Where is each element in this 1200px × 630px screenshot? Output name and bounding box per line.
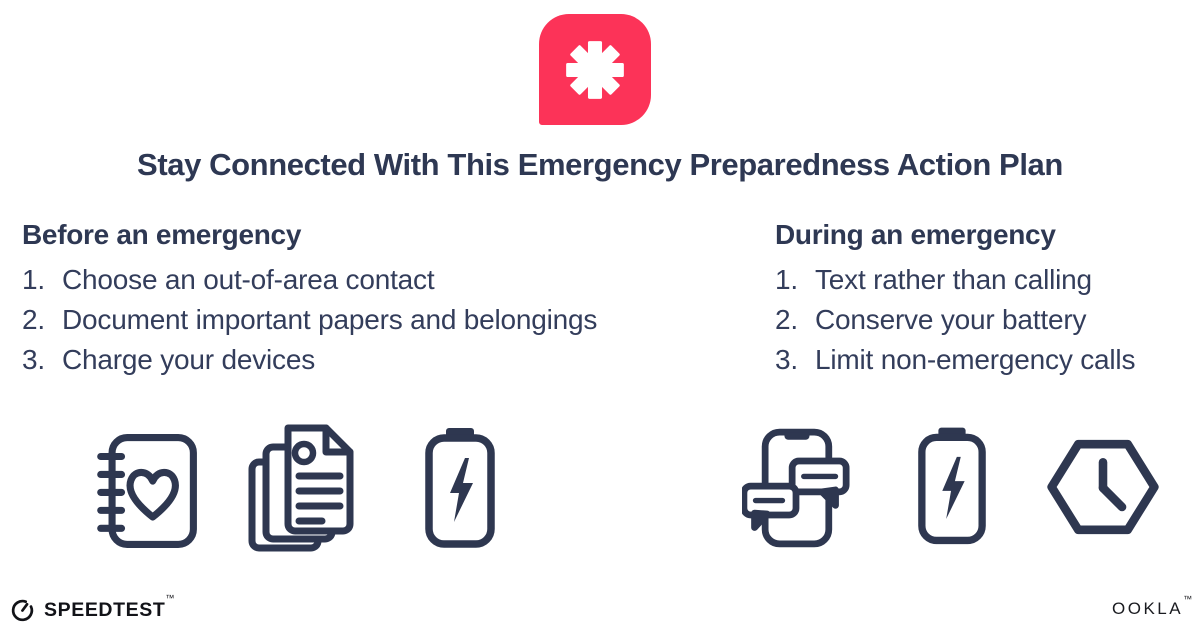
battery-lightning-icon	[917, 426, 987, 546]
list-number: 2.	[22, 304, 45, 335]
list-number: 1.	[775, 264, 798, 295]
list-item	[775, 260, 1195, 300]
list-text: Limit non-emergency calls	[815, 344, 1136, 375]
ookla-logo	[1112, 594, 1193, 619]
list-number: 2.	[775, 304, 798, 335]
trademark-symbol: ™	[165, 593, 175, 603]
document-stack-icon	[246, 422, 358, 554]
list-text: Conserve your battery	[815, 304, 1087, 335]
speedtest-gauge-icon	[10, 597, 37, 624]
list-text: Choose an out-of-area contact	[62, 264, 435, 295]
phone-messages-icon	[742, 427, 850, 549]
emergency-asterisk-badge	[539, 14, 651, 125]
list-item	[775, 300, 1195, 340]
contact-book-heart-icon	[96, 430, 200, 552]
page-title: Stay Connected With This Emergency Preparedness Action Plan	[137, 147, 1063, 182]
before-emergency-list	[22, 260, 722, 380]
list-number: 1.	[22, 264, 45, 295]
list-item	[775, 340, 1195, 380]
during-emergency-section	[775, 219, 1195, 380]
list-item	[22, 340, 722, 380]
list-item	[22, 300, 722, 340]
trademark-symbol: ™	[1183, 594, 1193, 604]
before-emergency-heading: Before an emergency	[22, 219, 302, 250]
clock-hexagon-icon	[1044, 436, 1162, 538]
list-text: Charge your devices	[62, 344, 315, 375]
list-text: Text rather than calling	[815, 264, 1092, 295]
speedtest-logo	[10, 593, 175, 624]
list-number: 3.	[22, 344, 45, 375]
list-item	[22, 260, 722, 300]
during-emergency-heading: During an emergency	[775, 219, 1056, 250]
ookla-wordmark: OOKLA	[1112, 599, 1184, 618]
asterisk-icon	[556, 31, 634, 109]
before-emergency-section	[22, 219, 722, 380]
list-text: Document important papers and belongings	[62, 304, 598, 335]
speedtest-wordmark: SPEEDTEST™	[44, 593, 175, 621]
during-emergency-list	[775, 260, 1195, 380]
battery-lightning-icon	[424, 428, 496, 548]
list-number: 3.	[775, 344, 798, 375]
